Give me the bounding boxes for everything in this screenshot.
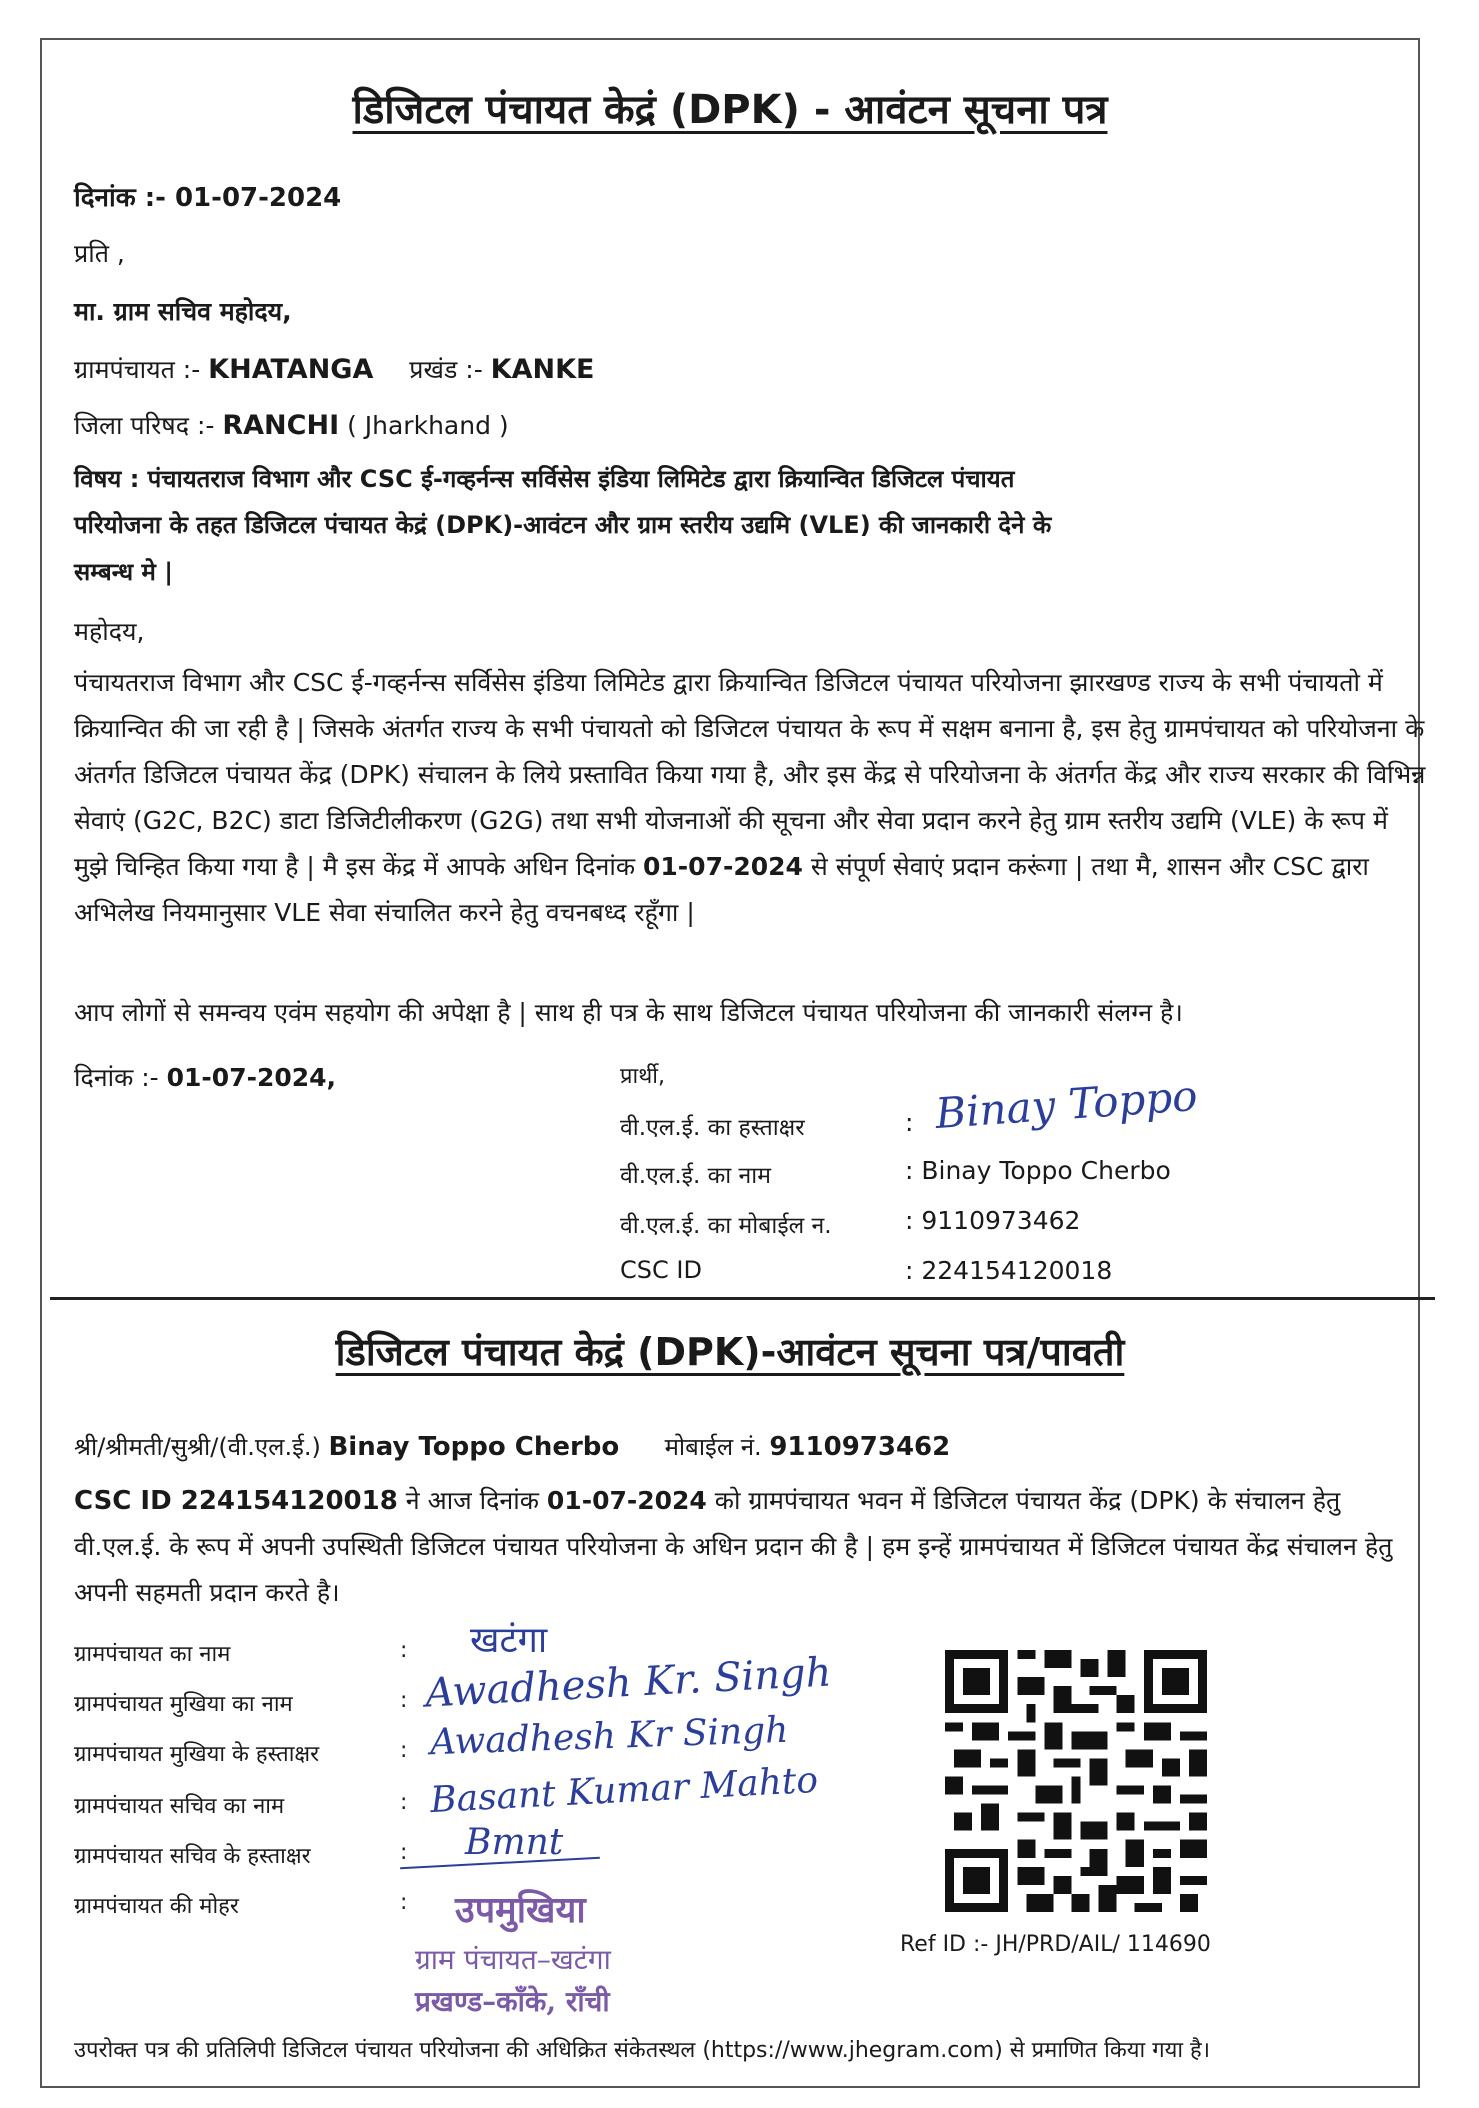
row-secretary-sign-value: Bmnt — [465, 1822, 564, 1863]
person-label: श्री/श्रीमती/सुश्री/(वी.एल.ई.) — [74, 1433, 329, 1461]
row-mukhiya-sign-label: ग्रामपंचायत मुखिया के हस्ताक्षर — [74, 1742, 320, 1767]
body-text-2: से संपूर्ण सेवाएं प्रदान करूंगा | तथा मै, शासन और CSC द्वारा अभिलेख नियमानुसार VLE सेवा संचालित करने हेतु वचनबध्द रहूँगा | — [74, 852, 1369, 927]
row-mukhiya-name-label: ग्रामपंचायत मुखिया का नाम — [74, 1692, 293, 1717]
date-value: 01-07-2024 — [174, 183, 342, 213]
person-line — [74, 1430, 950, 1463]
district-line — [74, 408, 509, 442]
ref-id: Ref ID :- JH/PRD/AIL/ 114690 — [900, 1932, 1211, 1957]
footer-note: उपरोक्त पत्र की प्रतिलिपी डिजिटल पंचायत परियोजना की अधिक्रित संकेतस्थल (https://www.jhegram.com) से प्रमाणित किया गया है। — [74, 2038, 1211, 2063]
receipt-title: डिजिटल पंचायत केद्रं (DPK)-आवंटन सूचना पत्र/पावती — [335, 1330, 1125, 1374]
stamp-line-2: ग्राम पंचायत–खटंगा — [415, 1943, 611, 1976]
section-divider — [50, 1297, 1435, 1300]
to-line: प्रति , — [74, 239, 125, 268]
gp-label: ग्रामपंचायत :- — [74, 355, 209, 384]
applicant-label: प्रार्थी, — [620, 1064, 665, 1089]
sign-date-value: 01-07-2024, — [166, 1063, 337, 1092]
qr-code — [945, 1650, 1207, 1912]
body-date: 01-07-2024 — [643, 852, 803, 881]
vle-mobile-label: वी.एल.ई. का मोबाईल न. — [620, 1213, 832, 1239]
notice-title: डिजिटल पंचायत केद्रं (DPK) - आवंटन सूचना पत्र — [352, 87, 1108, 133]
body-closing: आप लोगों से समन्वय एवंम सहयोग की अपेक्षा है | साथ ही पत्र के साथ डिजिटल पंचायत परियोजना की जानकारी संलग्न है। — [74, 998, 1183, 1027]
date-line — [74, 178, 341, 214]
person-name: Binay Toppo Cherbo — [328, 1432, 620, 1462]
ack-text-1: ने आज दिनांक — [397, 1486, 547, 1515]
ack-csc: CSC ID 224154120018 — [74, 1486, 398, 1516]
addressee: मा. ग्राम सचिव महोदय, — [74, 297, 292, 326]
salutation: महोदय, — [74, 617, 145, 646]
stamp-line-3: प्रखण्ड–काँके, राँची — [415, 1985, 610, 2018]
mobile-label: मोबाईल नं. — [664, 1433, 770, 1461]
row-mukhiya-sign-colon: : — [400, 1738, 408, 1763]
vle-signature: Binay Toppo — [933, 1070, 1199, 1139]
vle-name-value: : Binay Toppo Cherbo — [905, 1156, 1171, 1185]
gp-block-line — [74, 352, 594, 386]
date-label: दिनांक :- — [74, 183, 175, 213]
mobile-value: 9110973462 — [769, 1432, 951, 1462]
vle-name-label: वी.एल.ई. का नाम — [620, 1163, 772, 1189]
body-text-1: पंचायतराज विभाग और CSC ई-गव्हर्नन्स सर्विसेस इंडिया लिमिटेड द्वारा क्रियान्वित डिजिटल पंचायत परियोजना झारखण्ड राज्य के सभी पंचायतो में क्रियान्वित की जा रही है | जिसके अंतर्गत राज्य के सभी पंचायतो को डिजिटल पंचायत के रूप में सक्षम बनाना है, इस हेतु ग्रामपंचायत को परियोजना के अंतर्गत डिजिटल पंचायत केंद्र (DPK) संचालन के लिये प्रस्तावित किया गया है, और इस केंद्र से परियोजना के अंतर्गत केंद्र और राज्य सरकार की विभिन्न सेवाएं (G2C, B2C) डाटा डिजिटीलीकरण (G2G) तथा सभी योजनाओं की सूचना और सेवा प्रदान करने हेतु ग्राम स्तरीय उद्यमि (VLE) के रूप में मुझे चिन्हित किया गया है | मै इस केंद्र में आपके अधिन दिनांक — [74, 668, 1426, 881]
sign-date-line — [74, 1060, 336, 1094]
vle-sign-colon: : — [905, 1108, 914, 1137]
row-secretary-sign-colon: : — [400, 1840, 408, 1865]
row-seal-label: ग्रामपंचायत की मोहर — [74, 1894, 239, 1919]
row-secretary-name-label: ग्रामपंचायत सचिव का नाम — [74, 1794, 285, 1819]
sign-date-label: दिनांक :- — [74, 1063, 167, 1092]
row-mukhiya-name-colon: : — [400, 1688, 408, 1713]
row-seal-colon: : — [400, 1890, 408, 1915]
row-gp-name-value: खटंगा — [470, 1620, 548, 1661]
vle-mobile-value: : 9110973462 — [905, 1206, 1081, 1235]
subject-line-1: विषय : पंचायतराज विभाग और CSC ई-गव्हर्नन्स सर्विसेस इंडिया लिमिटेड द्वारा क्रियान्वित डिजिटल पंचायत — [74, 465, 1015, 493]
row-gp-name-colon: : — [400, 1638, 408, 1663]
block-label: प्रखंड :- — [409, 355, 491, 384]
block-value: KANKE — [490, 354, 595, 385]
stamp-line-1: उपमुखिया — [455, 1889, 586, 1931]
row-gp-name-label: ग्रामपंचायत का नाम — [74, 1642, 231, 1667]
csc-id-label: CSC ID — [620, 1256, 702, 1284]
district-label: जिला परिषद :- — [74, 411, 223, 440]
state-value: ( Jharkhand ) — [339, 411, 509, 440]
row-secretary-sign-label: ग्रामपंचायत सचिव के हस्ताक्षर — [74, 1844, 311, 1869]
ack-text-2: को ग्रामपंचायत भवन में डिजिटल पंचायत केंद्र (DPK) के संचालन हेतु वी.एल.ई. के रूप में अपनी उपस्थिती डिजिटल पंचायत परियोजना के अधिन प्रदान की है | हम इन्हें ग्रामपंचायत में डिजिटल पंचायत केंद्र संचालन हेतु अपनी सहमती प्रदान करते है। — [74, 1486, 1393, 1607]
csc-id-value: : 224154120018 — [905, 1256, 1113, 1285]
ack-paragraph — [74, 1478, 1426, 1616]
body-paragraph — [74, 660, 1426, 936]
row-mukhiya-name-value: Awadhesh Kr. Singh — [424, 1649, 833, 1717]
ack-date: 01-07-2024 — [546, 1486, 707, 1515]
row-secretary-name-colon: : — [400, 1790, 408, 1815]
gp-value: KHATANGA — [208, 354, 374, 385]
subject-line-3: सम्बन्ध मे | — [74, 558, 173, 586]
row-secretary-name-value: Basant Kumar Mahto — [429, 1759, 819, 1822]
vle-sign-label: वी.एल.ई. का हस्ताक्षर — [620, 1115, 805, 1141]
subject-line-2: परियोजना के तहत डिजिटल पंचायत केद्रं (DPK)-आवंटन और ग्राम स्तरीय उद्यमि (VLE) की जानकारी देने के — [74, 511, 1052, 539]
row-mukhiya-sign-value: Awadhesh Kr Singh — [429, 1709, 790, 1764]
district-value: RANCHI — [222, 410, 340, 441]
